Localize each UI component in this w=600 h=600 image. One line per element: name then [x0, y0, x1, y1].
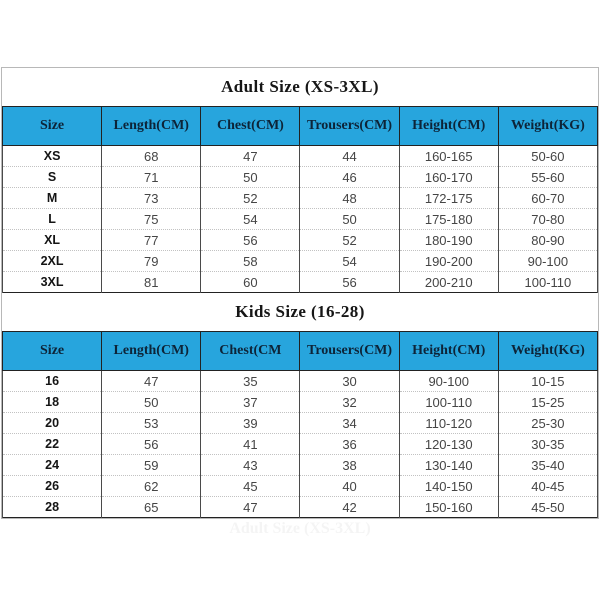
size-cell: 24	[3, 455, 102, 476]
value-cell: 172-175	[399, 188, 498, 209]
column-header: Height(CM)	[399, 332, 498, 371]
value-cell: 50	[102, 392, 201, 413]
value-cell: 120-130	[399, 434, 498, 455]
column-header: Length(CM)	[102, 332, 201, 371]
value-cell: 79	[102, 251, 201, 272]
value-cell: 43	[201, 455, 300, 476]
table-row	[3, 497, 598, 518]
size-cell: 22	[3, 434, 102, 455]
value-cell: 90-100	[399, 371, 498, 392]
value-cell: 90-100	[498, 251, 597, 272]
value-cell: 36	[300, 434, 399, 455]
value-cell: 44	[300, 146, 399, 167]
value-cell: 48	[300, 188, 399, 209]
value-cell: 150-160	[399, 497, 498, 518]
table-row	[3, 434, 598, 455]
value-cell: 73	[102, 188, 201, 209]
value-cell: 55-60	[498, 167, 597, 188]
value-cell: 65	[102, 497, 201, 518]
value-cell: 53	[102, 413, 201, 434]
column-header: Trousers(CM)	[300, 332, 399, 371]
column-header: Size	[3, 332, 102, 371]
value-cell: 110-120	[399, 413, 498, 434]
adult-table-title: Adult Size (XS-3XL)	[2, 68, 598, 106]
table-row	[3, 392, 598, 413]
value-cell: 32	[300, 392, 399, 413]
value-cell: 60-70	[498, 188, 597, 209]
column-header: Height(CM)	[399, 107, 498, 146]
value-cell: 56	[201, 230, 300, 251]
size-cell: L	[3, 209, 102, 230]
adult-size-table	[2, 106, 598, 293]
column-header: Trousers(CM)	[300, 107, 399, 146]
value-cell: 50	[300, 209, 399, 230]
value-cell: 40	[300, 476, 399, 497]
kids-size-table	[2, 331, 598, 518]
value-cell: 175-180	[399, 209, 498, 230]
table-row	[3, 413, 598, 434]
value-cell: 54	[201, 209, 300, 230]
value-cell: 71	[102, 167, 201, 188]
adult-header-row	[3, 107, 598, 146]
value-cell: 80-90	[498, 230, 597, 251]
column-header: Length(CM)	[102, 107, 201, 146]
value-cell: 42	[300, 497, 399, 518]
size-cell: M	[3, 188, 102, 209]
value-cell: 75	[102, 209, 201, 230]
column-header: Weight(KG)	[498, 107, 597, 146]
value-cell: 52	[300, 230, 399, 251]
value-cell: 47	[102, 371, 201, 392]
value-cell: 45-50	[498, 497, 597, 518]
value-cell: 56	[102, 434, 201, 455]
kids-table-body	[3, 371, 598, 518]
value-cell: 190-200	[399, 251, 498, 272]
value-cell: 58	[201, 251, 300, 272]
adult-table-body	[3, 146, 598, 293]
value-cell: 52	[201, 188, 300, 209]
value-cell: 15-25	[498, 392, 597, 413]
value-cell: 200-210	[399, 272, 498, 293]
value-cell: 160-165	[399, 146, 498, 167]
ghost-watermark-text: Adult Size (XS-3XL)	[229, 520, 371, 537]
value-cell: 68	[102, 146, 201, 167]
value-cell: 60	[201, 272, 300, 293]
value-cell: 100-110	[498, 272, 597, 293]
table-row	[3, 455, 598, 476]
table-row	[3, 251, 598, 272]
value-cell: 59	[102, 455, 201, 476]
column-header: Size	[3, 107, 102, 146]
table-row	[3, 167, 598, 188]
table-row	[3, 146, 598, 167]
table-row	[3, 209, 598, 230]
value-cell: 40-45	[498, 476, 597, 497]
value-cell: 47	[201, 497, 300, 518]
size-cell: 3XL	[3, 272, 102, 293]
value-cell: 70-80	[498, 209, 597, 230]
value-cell: 30-35	[498, 434, 597, 455]
value-cell: 25-30	[498, 413, 597, 434]
size-cell: 26	[3, 476, 102, 497]
size-cell: XL	[3, 230, 102, 251]
value-cell: 45	[201, 476, 300, 497]
value-cell: 50-60	[498, 146, 597, 167]
value-cell: 160-170	[399, 167, 498, 188]
kids-header-row	[3, 332, 598, 371]
table-row	[3, 188, 598, 209]
value-cell: 180-190	[399, 230, 498, 251]
table-row	[3, 272, 598, 293]
kids-table-title: Kids Size (16-28)	[2, 293, 598, 331]
column-header: Chest(CM	[201, 332, 300, 371]
column-header: Chest(CM)	[201, 107, 300, 146]
value-cell: 38	[300, 455, 399, 476]
size-cell: 2XL	[3, 251, 102, 272]
value-cell: 130-140	[399, 455, 498, 476]
size-chart-block	[1, 67, 599, 519]
value-cell: 47	[201, 146, 300, 167]
value-cell: 41	[201, 434, 300, 455]
size-cell: 20	[3, 413, 102, 434]
size-cell: XS	[3, 146, 102, 167]
value-cell: 34	[300, 413, 399, 434]
value-cell: 46	[300, 167, 399, 188]
value-cell: 30	[300, 371, 399, 392]
value-cell: 50	[201, 167, 300, 188]
value-cell: 56	[300, 272, 399, 293]
value-cell: 62	[102, 476, 201, 497]
value-cell: 100-110	[399, 392, 498, 413]
value-cell: 37	[201, 392, 300, 413]
value-cell: 140-150	[399, 476, 498, 497]
table-row	[3, 476, 598, 497]
value-cell: 35	[201, 371, 300, 392]
value-cell: 54	[300, 251, 399, 272]
table-row	[3, 230, 598, 251]
size-cell: 28	[3, 497, 102, 518]
value-cell: 10-15	[498, 371, 597, 392]
value-cell: 39	[201, 413, 300, 434]
value-cell: 81	[102, 272, 201, 293]
size-cell: S	[3, 167, 102, 188]
size-cell: 18	[3, 392, 102, 413]
value-cell: 35-40	[498, 455, 597, 476]
value-cell: 77	[102, 230, 201, 251]
size-cell: 16	[3, 371, 102, 392]
table-row	[3, 371, 598, 392]
column-header: Weight(KG)	[498, 332, 597, 371]
